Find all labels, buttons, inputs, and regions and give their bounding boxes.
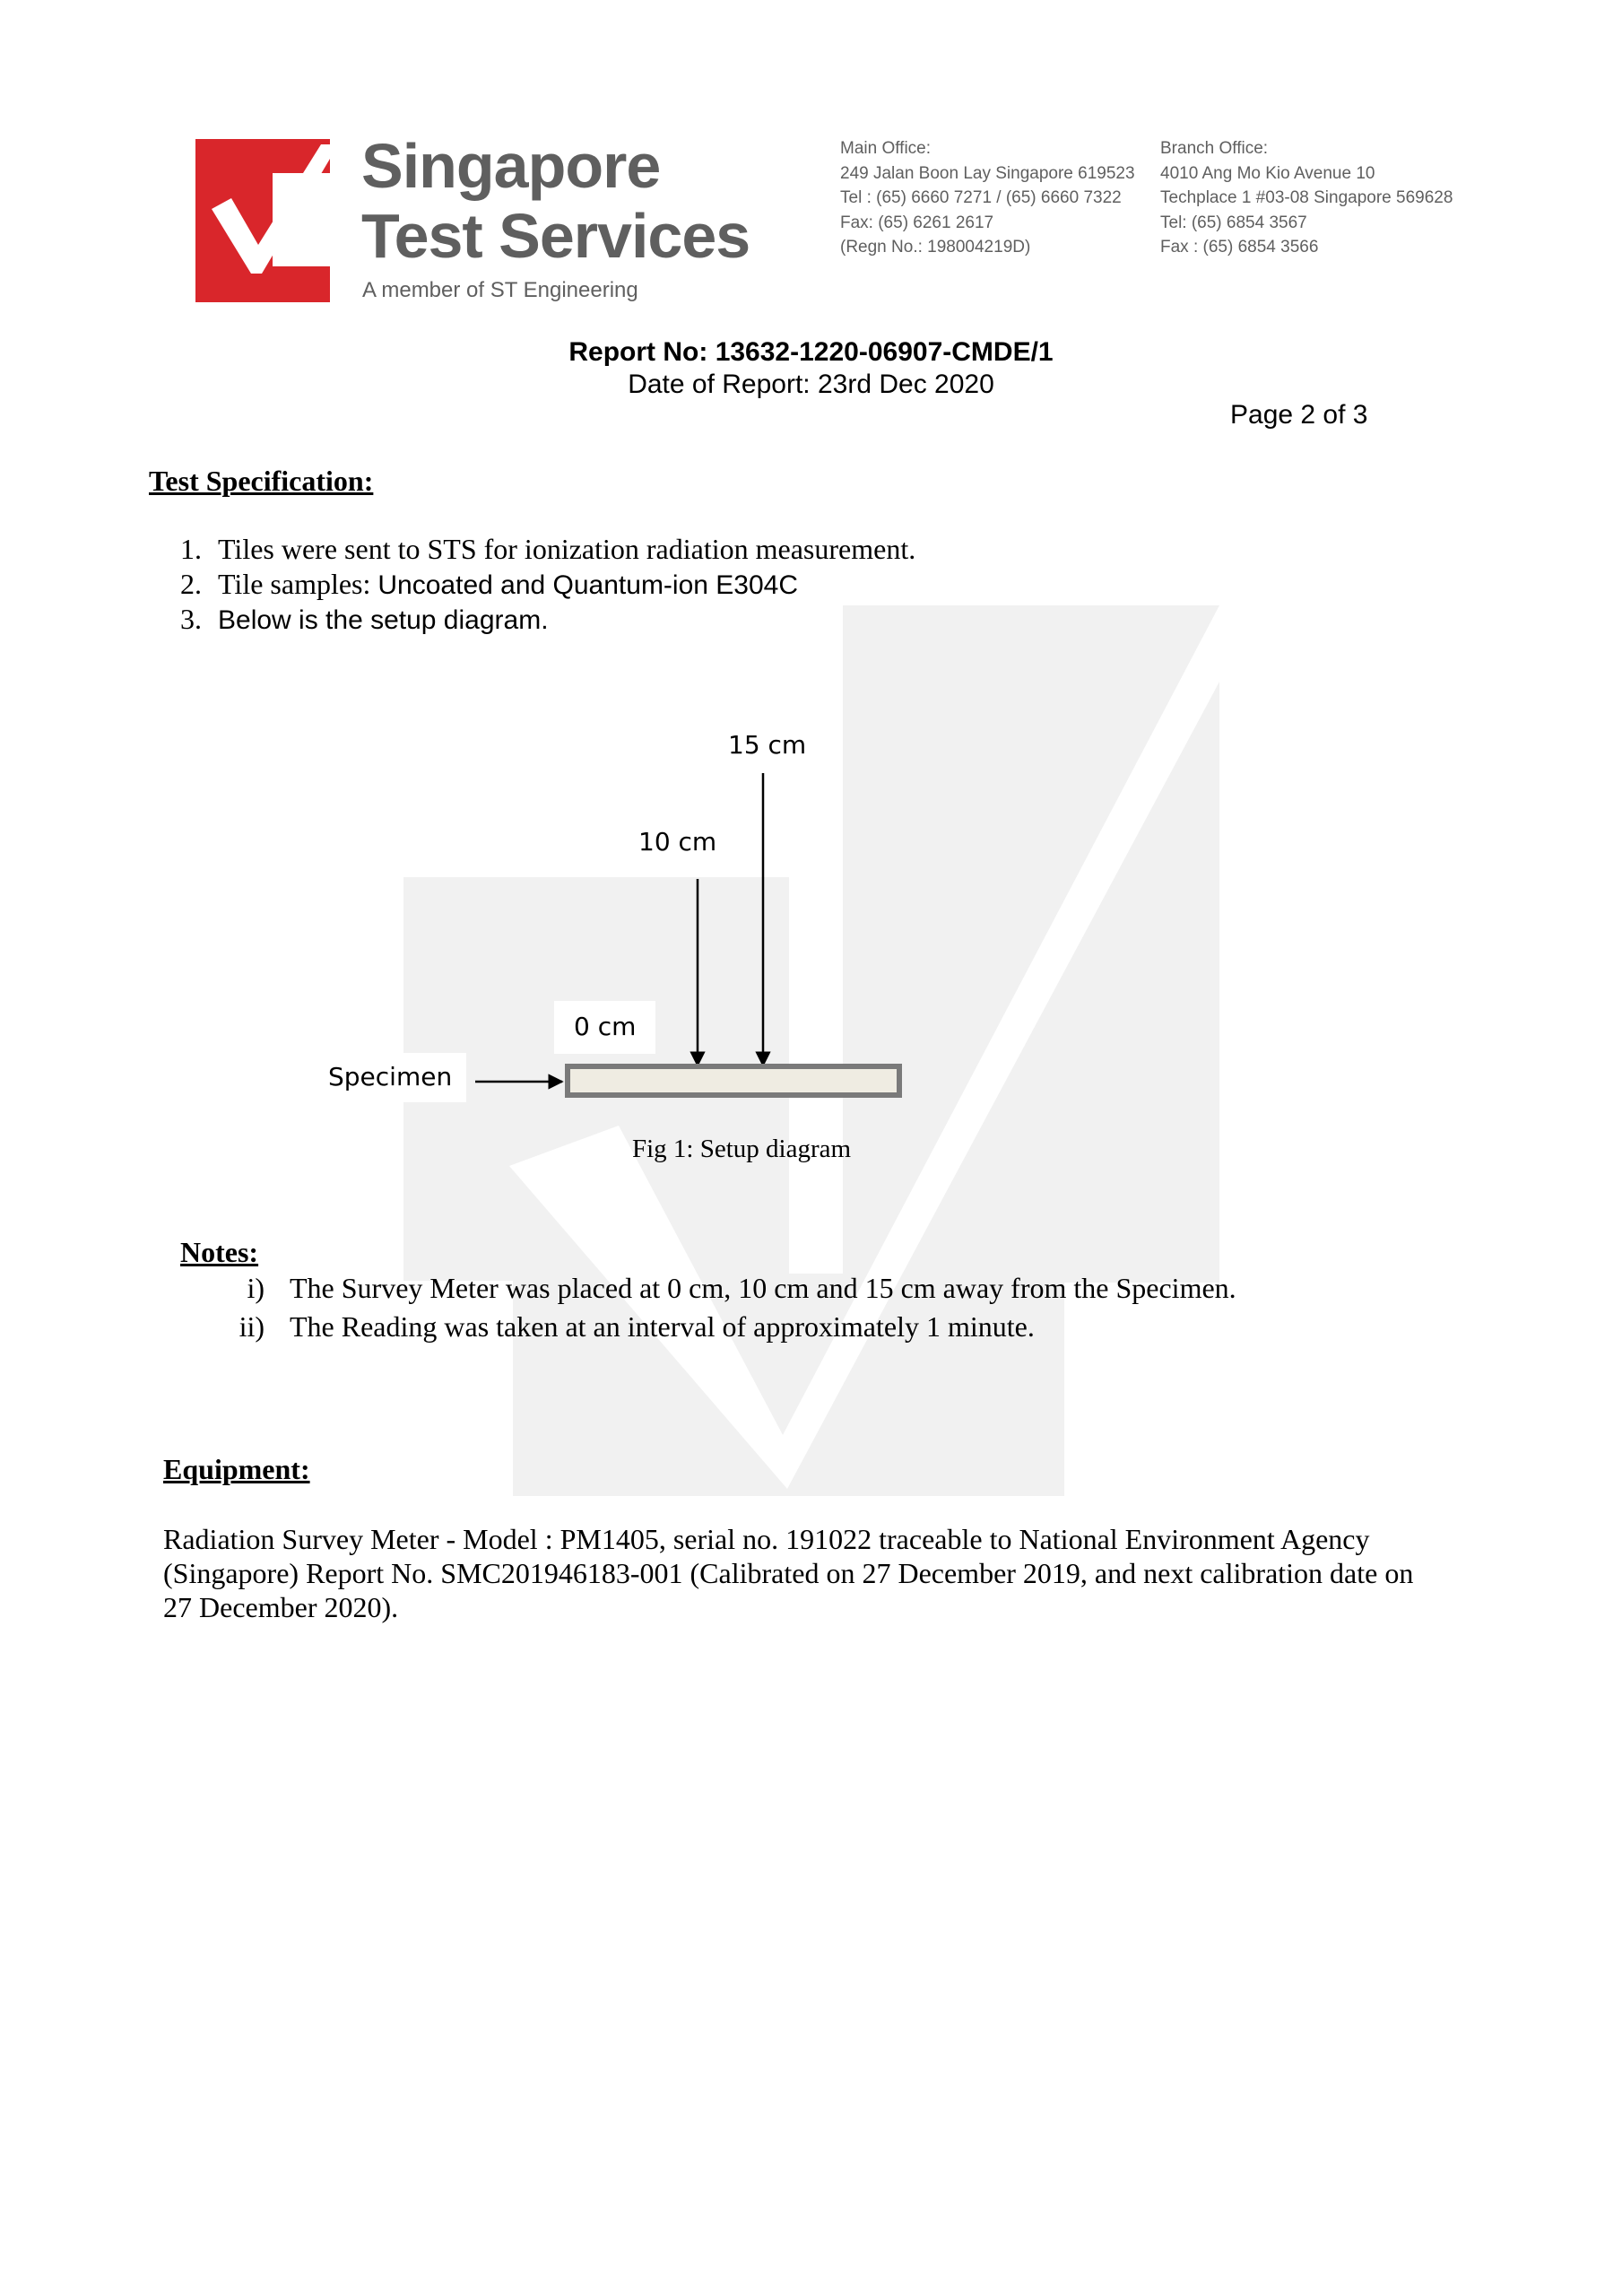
- main-office-line: Tel : (65) 6660 7271 / (65) 6660 7322: [840, 188, 1122, 207]
- label-15cm: 15 cm: [728, 730, 807, 760]
- equipment-line: (Singapore) Report No. SMC201946183-001 (Calibrated on 27 December 2019, and next calibration date on: [163, 1557, 1414, 1589]
- page-number: Page 2 of 3: [1230, 400, 1368, 430]
- branch-office-line: 4010 Ang Mo Kio Avenue 10: [1160, 163, 1375, 183]
- equipment-line: Radiation Survey Meter - Model : PM1405, serial no. 191022 traceable to National Environment Agency: [163, 1523, 1370, 1555]
- brand-name-line1: Singapore: [361, 131, 661, 201]
- label-10cm: 10 cm: [638, 827, 717, 857]
- main-office-title: Main Office:: [840, 139, 932, 158]
- main-office-line: (Regn No.: 198004219D): [840, 238, 1031, 257]
- figure-caption: Fig 1: Setup diagram: [632, 1135, 852, 1163]
- branch-office-line: Fax : (65) 6854 3566: [1160, 238, 1319, 257]
- note-number: ii): [239, 1310, 265, 1343]
- note-text: The Reading was taken at an interval of approximately 1 minute.: [290, 1310, 1035, 1343]
- main-office-line: Fax: (65) 6261 2617: [840, 213, 994, 232]
- equipment-paragraph: [163, 1522, 1562, 1624]
- notes-heading: Notes:: [180, 1236, 259, 1268]
- brand-subtitle: A member of ST Engineering: [362, 278, 638, 302]
- list-item-text: Tile samples:: [218, 568, 378, 600]
- main-office-line: 249 Jalan Boon Lay Singapore 619523: [840, 163, 1135, 183]
- list-item-text-sans: Uncoated and Quantum-ion E304C: [377, 570, 799, 600]
- specimen-tile: [568, 1066, 899, 1095]
- list-item-number: 3.: [180, 603, 202, 635]
- equipment-heading: Equipment:: [163, 1453, 310, 1485]
- branch-office-title: Branch Office:: [1160, 139, 1269, 158]
- note-item: [211, 1310, 1035, 1344]
- note-number: i): [247, 1272, 265, 1304]
- label-specimen: Specimen: [316, 1053, 466, 1102]
- equipment-line: 27 December 2020).: [163, 1591, 399, 1623]
- list-item-number: 1.: [180, 533, 202, 565]
- list-item-text-sans: Below is the setup diagram.: [218, 605, 549, 635]
- note-text: The Survey Meter was placed at 0 cm, 10 cm and 15 cm away from the Specimen.: [290, 1272, 1236, 1304]
- report-date: Date of Report: 23rd Dec 2020: [628, 370, 994, 399]
- brand-name-line2: Test Services: [361, 201, 750, 271]
- list-item-number: 2.: [180, 568, 202, 600]
- label-0cm: 0 cm: [554, 1001, 655, 1054]
- branch-office-line: Tel: (65) 6854 3567: [1160, 213, 1307, 232]
- branch-office-line: Techplace 1 #03-08 Singapore 569628: [1160, 188, 1453, 207]
- report-number: Report No: 13632-1220-06907-CMDE/1: [568, 337, 1054, 367]
- note-item: [211, 1272, 1236, 1305]
- test-spec-heading: Test Specification:: [149, 465, 374, 497]
- list-item-text: Tiles were sent to STS for ionization radiation measurement.: [218, 533, 916, 565]
